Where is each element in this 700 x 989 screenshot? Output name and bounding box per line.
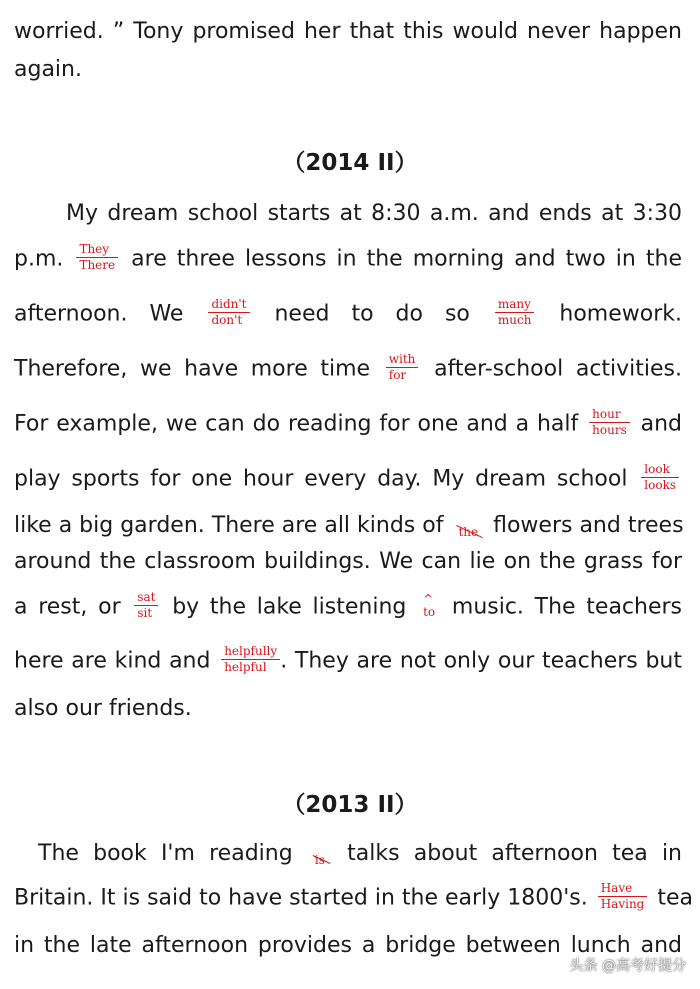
correction-new: look bbox=[641, 462, 679, 478]
text-line bbox=[14, 881, 694, 914]
text-span: flowers and trees bbox=[493, 513, 684, 538]
correction-old: for bbox=[388, 368, 407, 382]
correction-old: much bbox=[497, 313, 532, 327]
text-span: and bbox=[640, 411, 683, 437]
text-span: For example, we can do reading for one and a half bbox=[14, 411, 579, 437]
text-line: again. bbox=[14, 57, 82, 82]
correction-old: There bbox=[79, 258, 116, 272]
text-line bbox=[14, 244, 682, 275]
correction-mark bbox=[221, 644, 280, 675]
section-heading-2014: （2014 II） bbox=[282, 150, 418, 176]
correction-old: helpful bbox=[224, 660, 267, 674]
text-span: Therefore, we have more time bbox=[14, 356, 371, 382]
text-line bbox=[14, 464, 682, 495]
correction-old: looks bbox=[644, 478, 676, 492]
text-span: play sports for one hour every day. My dream school bbox=[14, 466, 628, 492]
caret-symbol: ^ bbox=[423, 591, 434, 606]
watermark: 头条 @高考好提分 bbox=[569, 958, 686, 974]
correction-mark bbox=[495, 297, 535, 328]
text-span: Britain. It is said to have started in the early 1800's. bbox=[14, 885, 588, 911]
text-line bbox=[14, 354, 682, 385]
text-span: so bbox=[444, 301, 470, 327]
text-span: here are kind and bbox=[14, 648, 211, 674]
correction-new: Have bbox=[598, 881, 648, 897]
insertion-mark bbox=[423, 593, 435, 619]
text-line bbox=[14, 512, 682, 540]
text-line: My dream school starts at 8:30 a.m. and ends at 3:30 bbox=[66, 201, 682, 226]
correction-new: didn't bbox=[208, 297, 249, 313]
text-line bbox=[14, 592, 682, 623]
text-span: . They are not only our teachers but bbox=[280, 648, 682, 674]
correction-mark bbox=[208, 297, 249, 328]
section-heading-2013: （2013 II） bbox=[282, 792, 418, 818]
text-line: around the classroom buildings. We can lie on the grass for bbox=[14, 549, 682, 574]
deletion-mark: the bbox=[458, 525, 479, 539]
correction-new: hour bbox=[589, 407, 630, 423]
text-line: worried. ” Tony promised her that this would never happen bbox=[14, 19, 682, 44]
text-span: homework. bbox=[559, 301, 683, 327]
text-span: afternoon. bbox=[14, 301, 128, 327]
text-span: tea bbox=[657, 885, 694, 911]
correction-mark bbox=[641, 462, 679, 493]
text-span: music. The teachers bbox=[451, 594, 683, 620]
text-span: to bbox=[351, 301, 374, 327]
correction-mark bbox=[134, 590, 158, 621]
inserted-word: to bbox=[423, 604, 436, 619]
correction-old: Having bbox=[600, 897, 645, 911]
correction-mark bbox=[598, 881, 648, 912]
text-line bbox=[14, 409, 682, 440]
text-span: after-school activities. bbox=[434, 356, 683, 382]
text-span: The book I'm reading bbox=[38, 841, 293, 866]
correction-mark bbox=[589, 407, 630, 438]
text-line bbox=[38, 840, 682, 868]
text-span: We bbox=[149, 301, 184, 327]
deletion-mark: is bbox=[314, 853, 325, 867]
text-line bbox=[14, 299, 682, 330]
text-span: a rest, or bbox=[14, 594, 121, 620]
correction-new: They bbox=[76, 242, 118, 258]
text-span: talks about afternoon tea in bbox=[347, 841, 682, 866]
correction-mark bbox=[386, 352, 419, 383]
text-span: do bbox=[395, 301, 423, 327]
text-span: like a big garden. There are all kinds of bbox=[14, 513, 444, 538]
correction-mark bbox=[76, 242, 118, 273]
correction-new: helpfully bbox=[221, 644, 280, 660]
text-span: p.m. bbox=[14, 246, 64, 272]
correction-old: sit bbox=[137, 606, 153, 620]
correction-new: sat bbox=[134, 590, 158, 606]
text-line bbox=[14, 646, 682, 677]
text-span: need bbox=[274, 301, 330, 327]
text-span: by the lake listening bbox=[172, 594, 407, 620]
text-span: are three lessons in the morning and two in the bbox=[131, 246, 682, 272]
text-line: also our friends. bbox=[14, 696, 192, 721]
correction-new: many bbox=[495, 297, 535, 313]
correction-old: don't bbox=[211, 313, 243, 327]
text-line: in the late afternoon provides a bridge between lunch and bbox=[14, 933, 682, 958]
correction-new: with bbox=[386, 352, 419, 368]
correction-old: hours bbox=[592, 423, 627, 437]
